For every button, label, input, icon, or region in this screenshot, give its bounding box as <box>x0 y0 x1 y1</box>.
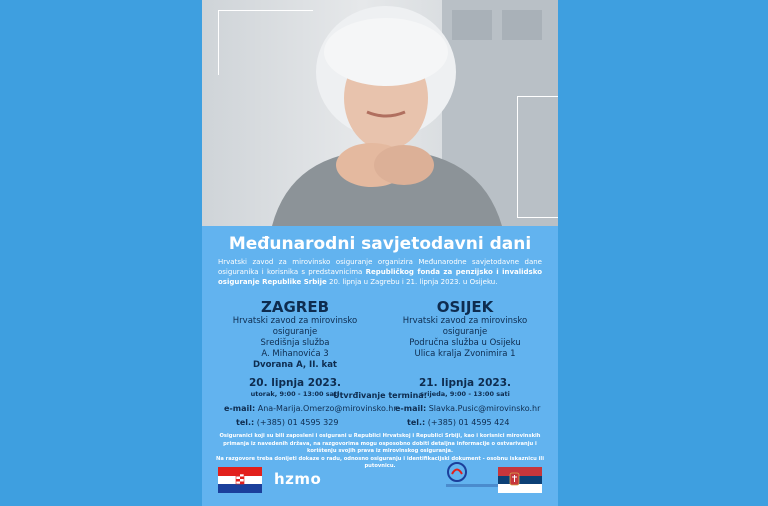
zagreb-line1: Hrvatski zavod za mirovinsko osiguranje <box>232 316 358 337</box>
serbia-flag-icon <box>498 467 542 493</box>
osijek-column <box>380 298 550 399</box>
osijek-city: OSIJEK <box>436 298 494 316</box>
frame-corner-right <box>517 96 558 218</box>
intro-part1: Hrvatski zavod za mirovinsko osiguranje organizira Međunarodne savjetodavne dane osiguranika i korisnika s predstavnicima <box>218 258 542 276</box>
osijek-tel-label: tel.: <box>407 418 426 427</box>
zagreb-time: utorak, 9:00 - 13:00 sati <box>250 390 340 398</box>
zagreb-tel-label: tel.: <box>236 418 255 427</box>
zagreb-tel-number[interactable]: (+385) 01 4595 329 <box>256 418 339 427</box>
fine-print-2: Na razgovore treba donijeti dokaze o radu, odnosno osiguranju i identifikacijski dokument - osobnu iskaznicu ili putovnicu. <box>216 455 544 469</box>
appointment-heading: Utvrđivanje termina: <box>333 391 427 400</box>
page-title: Međunarodni savjetodavni dani <box>228 234 532 254</box>
osijek-email-link[interactable]: Slavka.Pusic@mirovinsko.hr <box>428 404 541 413</box>
osijek-email <box>395 404 540 413</box>
osijek-tel-number[interactable]: (+385) 01 4595 424 <box>427 418 510 427</box>
zagreb-tel <box>236 418 338 427</box>
zagreb-email <box>224 404 397 413</box>
zagreb-line2: Središnja služba <box>260 338 330 348</box>
osijek-line2: Područna služba u Osijeku <box>409 338 521 348</box>
osijek-line1: Hrvatski zavod za mirovinsko osiguranje <box>402 316 528 337</box>
croatia-flag-icon <box>218 467 262 493</box>
zagreb-line4: Dvorana A, II. kat <box>253 360 337 370</box>
osijek-line3: Ulica kralja Zvonimira 1 <box>414 349 516 359</box>
fine-print-1: Osiguranici koji su bili zaposleni i osigurani u Republici Hrvatskoj i Republici Srbiji, kao i korisnici mirovinskih primanja iz navedenih država, na razgovorima mogu osposobno dobiti detaljna informacije o ostvarivanju i korištenju svojih prava iz mirovinskog osiguranja. <box>219 433 541 454</box>
zagreb-date: 20. lipnja 2023. <box>249 377 341 389</box>
frame-corner-top-left <box>218 10 313 75</box>
zagreb-city: ZAGREB <box>260 298 330 316</box>
portrait-photo <box>202 0 558 226</box>
hzmo-logo: hzmo <box>274 470 322 488</box>
osijek-tel <box>407 418 509 427</box>
fine-print <box>214 433 546 471</box>
zagreb-line3: A. Mihanovića 3 <box>261 349 329 359</box>
intro-bold: Republičkog fonda za penzijsko i invalidsko osiguranje Republike Srbije <box>218 268 542 286</box>
osijek-time: srijeda, 9:00 - 13:00 sati <box>420 390 510 398</box>
osijek-email-label: e-mail: <box>395 404 427 413</box>
fund-logo-icon <box>446 461 468 483</box>
zagreb-email-label: e-mail: <box>224 404 256 413</box>
zagreb-column <box>210 298 380 399</box>
zagreb-email-link[interactable]: Ana-Marija.Omerzo@mirovinsko.hr <box>257 404 397 413</box>
intro-text <box>218 257 542 287</box>
poster <box>202 0 558 506</box>
osijek-date: 21. lipnja 2023. <box>419 377 511 389</box>
intro-part2: 20. lipnja u Zagrebu i 21. lipnja 2023. u Osijeku. <box>326 278 498 286</box>
